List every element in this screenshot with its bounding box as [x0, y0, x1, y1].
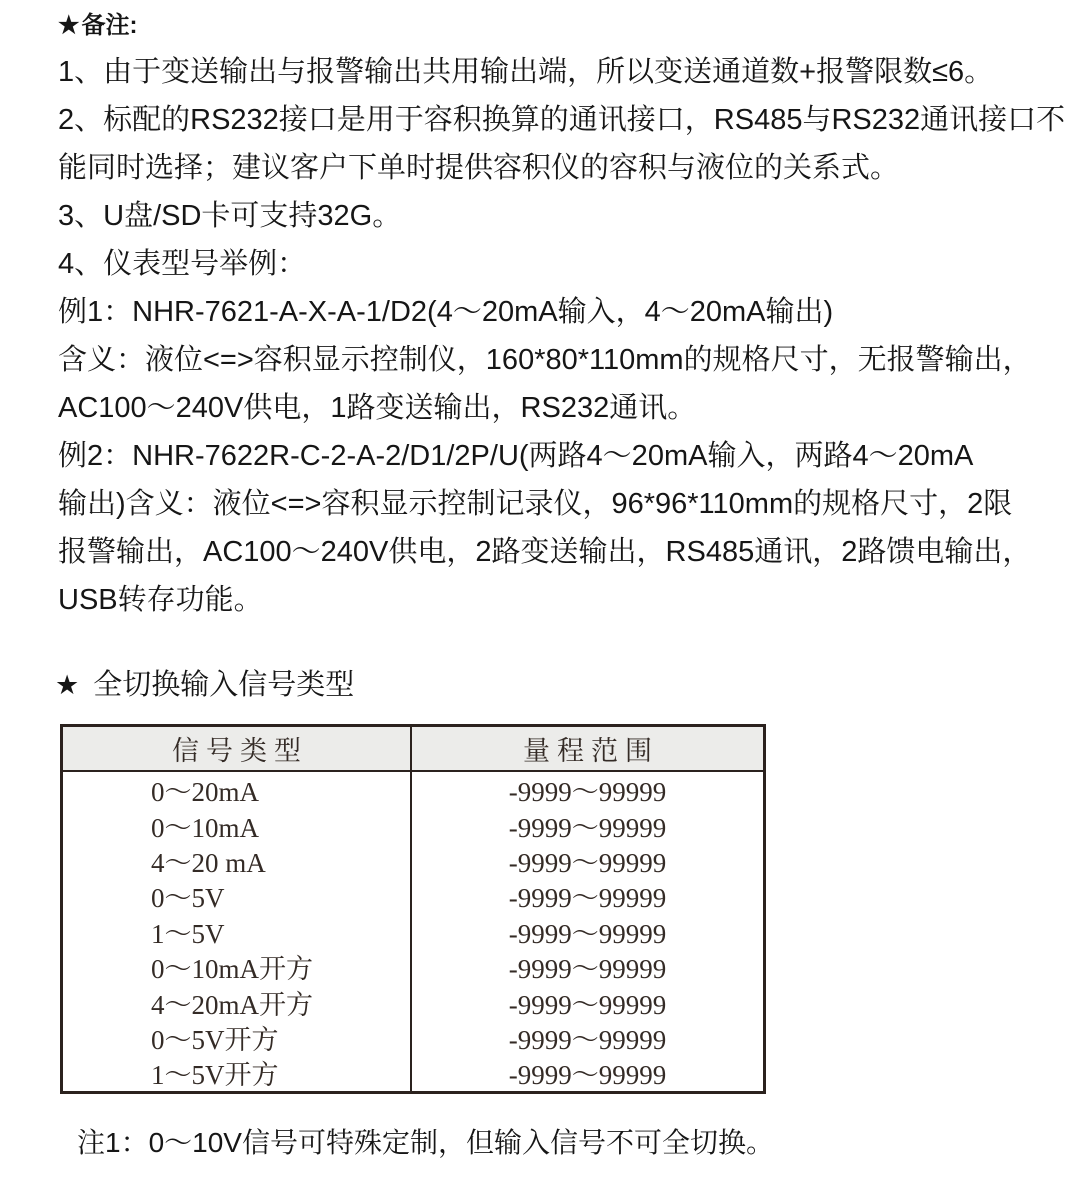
- note-line: 3、U盘/SD卡可支持32G。: [58, 200, 402, 232]
- note-line: AC100～240V供电，1路变送输出，RS232通讯。: [58, 392, 697, 424]
- signal-type-cell: 0～5V: [63, 878, 412, 913]
- signal-type-cell: 0～5V开方: [63, 1020, 412, 1055]
- note-line: 2、标配的RS232接口是用于容积换算的通讯接口，RS485与RS232通讯接口不: [58, 104, 1066, 136]
- signal-type-cell: 0～10mA: [63, 807, 412, 842]
- table-row: [63, 984, 763, 1019]
- range-cell: -9999～99999: [508, 989, 667, 1020]
- table-row: [63, 949, 763, 984]
- note-line: 报警输出，AC100～240V供电，2路变送输出，RS485通讯，2路馈电输出，: [58, 536, 1032, 568]
- note-line: 输出)含义：液位<=>容积显示控制记录仪，96*96*110mm的规格尺寸，2限: [58, 488, 1013, 520]
- signal-type-table: [60, 724, 766, 1094]
- note-line: 例2：NHR-7622R-C-2-A-2/D1/2P/U(两路4～20mA输入，两路4～20mA: [58, 440, 974, 472]
- table-row: [63, 807, 763, 842]
- range-cell: -9999～99999: [508, 812, 667, 843]
- note-line: 4、仪表型号举例：: [58, 248, 307, 280]
- table-row: [63, 843, 763, 878]
- signal-type-cell: 0～10mA开方: [63, 949, 412, 984]
- star-icon: ★: [55, 670, 80, 700]
- note-line: 1、由于变送输出与报警输出共用输出端，所以变送通道数+报警限数≤6。: [58, 56, 994, 88]
- star-icon: ★: [58, 12, 80, 39]
- range-cell: -9999～99999: [508, 1060, 667, 1091]
- notes-heading: [58, 4, 1048, 48]
- notes-section: [58, 0, 1066, 624]
- table-row: [63, 1020, 763, 1055]
- table-header-row: [63, 727, 763, 772]
- signal-type-cell: 1～5V开方: [63, 1055, 412, 1090]
- range-cell: -9999～99999: [508, 918, 667, 949]
- note-line: 能同时选择；建议客户下单时提供容积仪的容积与液位的关系式。: [58, 152, 900, 184]
- range-cell: -9999～99999: [508, 847, 667, 878]
- table-row: [63, 914, 763, 949]
- table-row: [63, 878, 763, 913]
- range-cell: -9999～99999: [508, 883, 667, 914]
- table-row: [63, 772, 763, 807]
- signal-section-heading: [55, 668, 354, 702]
- column-header-range: 量程范围: [523, 736, 659, 766]
- note-line: USB转存功能。: [58, 584, 263, 616]
- column-header-signal-type: 信号类型: [63, 727, 412, 770]
- table-footnote: 注1：0～10V信号可特殊定制，但输入信号不可全切换。: [77, 1127, 774, 1158]
- range-cell: -9999～99999: [508, 1024, 667, 1055]
- signal-type-cell: 4～20 mA: [63, 843, 412, 878]
- signal-type-cell: 1～5V: [63, 914, 412, 949]
- note-line: 含义：液位<=>容积显示控制仪，160*80*110mm的规格尺寸，无报警输出，: [58, 344, 1032, 376]
- signal-section-heading-text: 全切换输入信号类型: [93, 669, 355, 701]
- table-body: [63, 772, 763, 1091]
- notes-heading-text: 备注:: [81, 12, 138, 39]
- signal-type-cell: 4～20mA开方: [63, 984, 412, 1019]
- signal-type-cell: 0～20mA: [63, 772, 412, 807]
- table-row: [63, 1055, 763, 1090]
- range-cell: -9999～99999: [508, 954, 667, 985]
- note-line: 例1：NHR-7621-A-X-A-1/D2(4～20mA输入，4～20mA输出): [58, 296, 834, 328]
- range-cell: -9999～99999: [508, 777, 667, 808]
